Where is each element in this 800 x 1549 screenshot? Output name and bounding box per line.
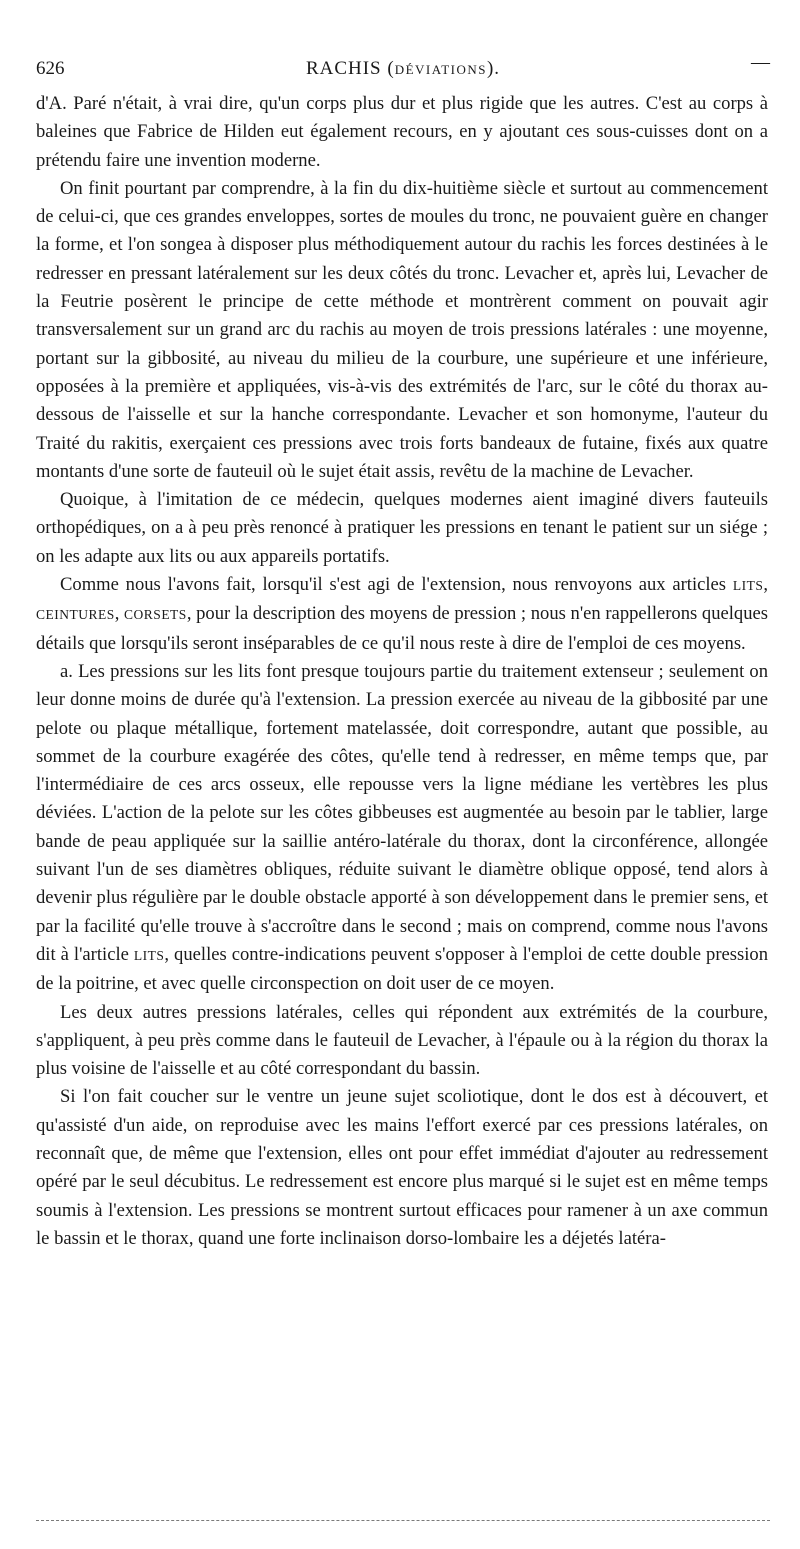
footer-rule <box>36 1520 770 1521</box>
running-title-end: ). <box>486 58 501 79</box>
paragraph-4-text-b: , pour la description des moyens de pression ; nous n'en rappellerons quelques détails que lorsqu'ils seront inséparables de ce qu'il nous reste à dire de l'emploi de ces moyens. <box>36 603 769 654</box>
body-text <box>36 90 768 1253</box>
paragraph-4 <box>36 571 768 658</box>
running-header <box>36 52 770 88</box>
page-number: 626 <box>36 58 65 79</box>
paragraph-5-text-b: , quelles contre-indications peuvent s'opposer à l'emploi de cette double pression de la poitrine, et avec quelle circonspection on doit user de ce moyen. <box>36 943 769 995</box>
paragraph-1: d'A. Paré n'était, à vrai dire, qu'un corps plus dur et plus rigide que les autres. C'est au corps à baleines que Fabrice de Hilden eut également recours, en y ajoutant ces sous-cuisses dont on a prétendu faire une invention moderne. <box>36 93 768 171</box>
paragraph-4-sep-1: , <box>763 574 768 596</box>
paragraph-3: Quoique, à l'imitation de ce médecin, quelques modernes aient imaginé divers fauteuils orthopédiques, on a à peu près renoncé à pratiquer les pressions en tenant le patient sur un siége ; on les adapte aux lits ou aux appareils portatifs. <box>36 489 768 567</box>
cross-reference-lits: LITS <box>732 578 764 594</box>
running-title <box>36 58 770 80</box>
running-title-subtitle: DÉVIATIONS <box>394 62 487 77</box>
paragraph-5-text-a: a. Les pressions sur les lits font presque toujours partie du traitement extenseur ; seulement on leur donne moins de durée qu'à l'extension. La pression exercée au niveau de la gibbosité par une pelote ou plaque métallique, fortement matelassée, doit correspondre, autant que possible, au sommet de la courbure exagérée des côtes, qu'elle tend à redresser, en même temps que, par l'intermédiaire de ces arcs osseux, elle repousse vers la ligne médiane les vertèbres les plus déviées. L'action de la pelote sur les côtes gibbeuses est augmentée au besoin par le tablier, large bande de peau appliquée sur la saillie antéro-latérale du thorax, dont la circonférence, allongée suivant l'un de ses diamètres obliques, réduite suivant le diamètre oblique opposé, tend alors à devenir plus régulière par le double obstacle apporté à son développement dans le premier sens, et par la facilité qu'elle trouve à s'accroître dans le second ; mais on comprend, comme nous l'avons dit à l'article <box>36 660 768 965</box>
paragraph-7: Si l'on fait coucher sur le ventre un jeune sujet scoliotique, dont le dos est à découvert, et qu'assisté d'un aide, on reproduise avec les mains l'effort exercé par ces pressions latérales, on reconnaît que, de même que l'extension, elles ont pour effet immédiat d'ajouter au redressement opéré par le seul décubitus. Le redressement est encore plus marqué si le sujet est en même temps soumis à l'extension. Les pressions se montrent surtout efficaces pour ramener à un axe commun le bassin et le thorax, quand une forte inclinaison dorso-lombaire les a déjetés latéra- <box>36 1086 768 1249</box>
paragraph-6: Les deux autres pressions latérales, celles qui répondent aux extrémités de la courbure, s'appliquent, à peu près comme dans le fauteuil de Levacher, à l'épaule ou à la région du thorax la plus voisine de l'aisselle et au côté correspondant du bassin. <box>36 1001 768 1080</box>
paragraph-5 <box>36 658 768 999</box>
header-dash: — <box>751 52 770 73</box>
cross-reference-ceintures: CEINTURES <box>36 607 115 623</box>
paragraph-2: On finit pourtant par comprendre, à la fin du dix-huitième siècle et surtout au commencement de celui-ci, que ces grandes enveloppes, sortes de moules du tronc, ne pouvaient guère en changer la forme, et l'on songea à disposer plus méthodiquement autour du rachis les forces destinées à le redresser en pressant latéralement sur les deux côtés du tronc. Levacher et, après lui, Levacher de la Feutrie posèrent le principe de cette méthode et montrèrent comment on pouvait agir transversalement sur un grand arc du rachis au moyen de trois pressions latérales : une moyenne, portant sur la gibbosité, au niveau du milieu de la courbure, une supérieure et une inférieure, opposées à la première et appliquées, vis-à-vis des extrémités de l'arc, sur le côté du thorax au-dessous de l'aisselle et sur la hanche correspondante. Levacher et son homonyme, l'auteur du Traité du rakitis, exerçaient ces pressions avec trois forts bandeaux de futaine, fixés aux quatre montants d'une sorte de fauteuil où le sujet était assis, revêtu de la machine de Levacher. <box>36 177 768 482</box>
paragraph-4-text-a: Comme nous l'avons fait, lorsqu'il s'est agi de l'extension, nous renvoyons aux articles <box>60 574 733 596</box>
cross-reference-lits-2: LITS <box>133 947 165 963</box>
cross-reference-corsets: CORSETS <box>124 607 187 623</box>
paragraph-4-sep-2: , <box>114 603 125 625</box>
running-title-main: RACHIS ( <box>305 58 395 79</box>
